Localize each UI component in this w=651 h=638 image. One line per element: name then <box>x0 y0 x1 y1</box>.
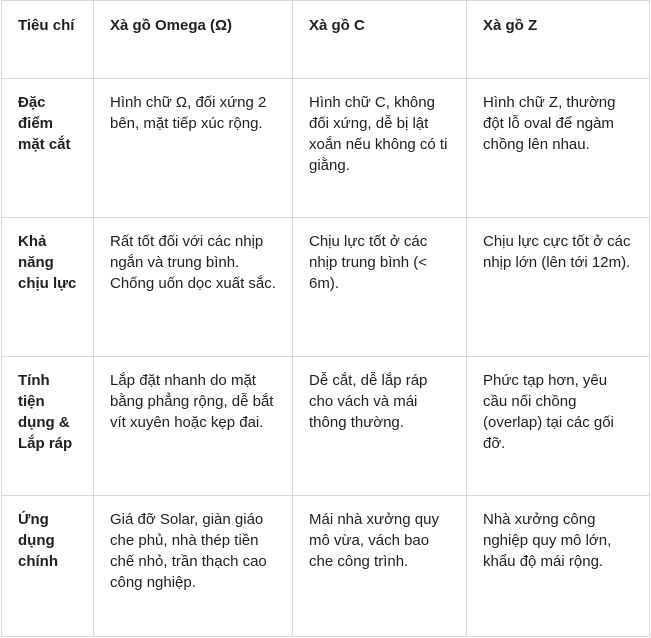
z-cell: Phức tạp hơn, yêu cầu nối chồng (overlap) tại các gối đỡ. <box>467 357 650 496</box>
table-row <box>2 357 650 496</box>
row-criterion-cell: Đặc điểm mặt cắt <box>2 79 94 218</box>
header-criterion: Tiêu chí <box>2 1 94 79</box>
c-cell: Hình chữ C, không đối xứng, dễ bị lật xoắn nếu không có ti giằng. <box>293 79 467 218</box>
header-c-purlin: Xà gồ C <box>293 1 467 79</box>
header-omega-purlin: Xà gồ Omega (Ω) <box>94 1 293 79</box>
omega-cell: Lắp đặt nhanh do mặt bằng phẳng rộng, dễ bắt vít xuyên hoặc kẹp đai. <box>94 357 293 496</box>
z-cell: Chịu lực cực tốt ở các nhịp lớn (lên tới 12m). <box>467 218 650 357</box>
c-cell: Dễ cắt, dễ lắp ráp cho vách và mái thông thường. <box>293 357 467 496</box>
z-cell: Hình chữ Z, thường đột lỗ oval để ngàm chồng lên nhau. <box>467 79 650 218</box>
table-header-row <box>2 1 650 79</box>
purlin-comparison-table <box>1 0 650 637</box>
row-criterion-cell: Tính tiện dụng & Lắp ráp <box>2 357 94 496</box>
omega-cell: Hình chữ Ω, đối xứng 2 bên, mặt tiếp xúc rộng. <box>94 79 293 218</box>
table-row <box>2 79 650 218</box>
table-row <box>2 218 650 357</box>
row-criterion-cell: Ứng dụng chính <box>2 496 94 637</box>
table-row <box>2 496 650 637</box>
c-cell: Chịu lực tốt ở các nhịp trung bình (< 6m). <box>293 218 467 357</box>
header-z-purlin: Xà gồ Z <box>467 1 650 79</box>
z-cell: Nhà xưởng công nghiệp quy mô lớn, khẩu độ mái rộng. <box>467 496 650 637</box>
row-criterion-cell: Khả năng chịu lực <box>2 218 94 357</box>
c-cell: Mái nhà xưởng quy mô vừa, vách bao che công trình. <box>293 496 467 637</box>
omega-cell: Giá đỡ Solar, giàn giáo che phủ, nhà thép tiền chế nhỏ, trần thạch cao công nghiệp. <box>94 496 293 637</box>
omega-cell: Rất tốt đối với các nhịp ngắn và trung bình. Chống uốn dọc xuất sắc. <box>94 218 293 357</box>
